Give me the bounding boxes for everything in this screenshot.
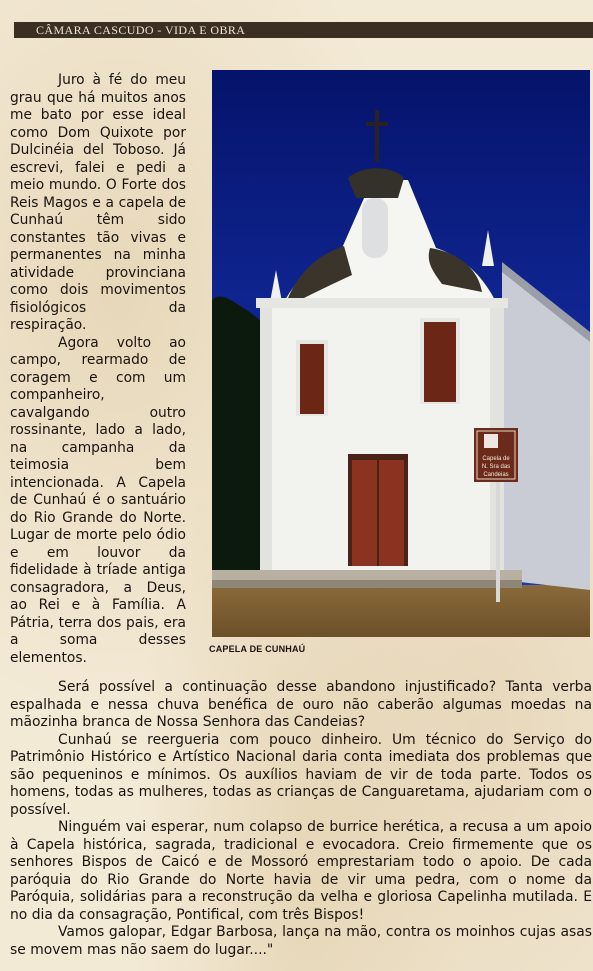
moss-top [348,168,404,198]
sign-line-1: Capela de [482,456,510,462]
paragraph: Vamos galopar, Edgar Barbosa, lança na mão, contra os moinhos cujas asas se movem mas não saem do lugar...." [10,924,592,958]
photo-caption: CAPELA DE CUNHAÚ [209,644,306,654]
full-width-text [10,679,592,959]
section-title: CÂMARA CASCUDO - VIDA E OBRA [36,23,246,37]
trees [212,297,260,570]
sign-line-2: N. Sra das [481,464,511,470]
paragraph: Ninguém vai esperar, num colapso de burrice herética, a recusa a um apoio à Capela histórica, sagrada, tradicional e evocadora. Creio firmemente que os senhores Bispos de Caicó e de Mossoró emprestariam todo o apoio. De cada paróquia do Rio Grande do Norte havia de vir uma pedra, com o nome da Paróquia, solidárias para a reconstrução da velha e gloriosa Capelinha mutilada. E no dia da consagração, Pontifical, com três Bispos! [10,819,592,923]
chapel-photo [212,70,590,637]
header-bar [14,22,593,38]
cross-vertical [375,110,379,162]
paragraph: Juro à fé do meu grau que há muitos anos me bato por esse ideal como Dom Quixote por Dulcinéia del Toboso. Já escrevi, falei e pedi a meio mundo. O Forte dos Reis Magos e a capela de Cunhaú têm sido constantes tão vivas e permanentes na minha atividade provinciana como dois movimentos fisiológicos da respiração. [10,72,186,333]
paragraph: Será possível a continuação desse abandono injustificado? Tanta verba espalhada e nessa chuva benéfica de ouro não caberão algumas moedas na mãozinha branca de Nossa Senhora das Candeias? [10,679,592,730]
niche [362,198,388,258]
ground [212,585,590,637]
cross-horizontal [366,122,388,126]
sign-line-3: Candeias [483,472,509,478]
left-column-text [10,72,186,667]
paragraph: Cunhaú se reergueria com pouco dinheiro. Um técnico do Serviço do Patrimônio Histórico e Artístico Nacional daria conta imediata dos problemas que são pequeninos e mínimos. Os auxílios haviam de vir de toda parte. Todos os homens, todas as mulheres, todas as crianças de Canguaretama, ajudariam com o possível. [10,731,592,818]
sign-post [496,480,500,602]
paragraph: Agora volto ao campo, rearmado de coragem e com um companheiro, cavalgando outro rossinante, lado a lado, na campanha da teimosia bem intencionada. A Capela de Cunhaú é o santuário do Rio Grande do Norte. Lugar de morte pelo ódio e em louvor da fidelidade à tríade antiga consagradora, a Deus, ao Rei e à Família. A Pátria, terra dos pais, era a soma desses elementos. [10,334,186,666]
